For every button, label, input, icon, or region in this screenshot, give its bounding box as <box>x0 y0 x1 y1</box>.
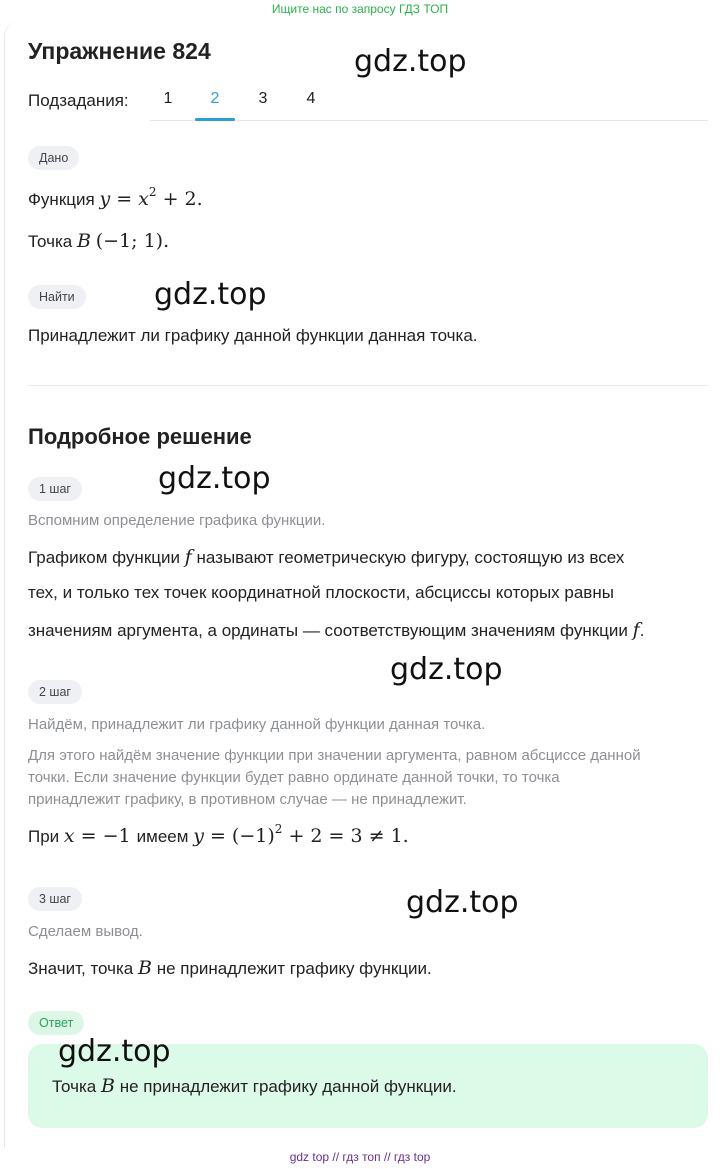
given-point-name: B <box>77 230 91 252</box>
step-2-calc-x: x <box>63 825 75 847</box>
given-function-y: y <box>99 188 111 210</box>
step-2-calc-y: y <box>193 825 204 847</box>
exercise-title: Упражнение 824 <box>28 38 211 64</box>
step-3-concl-a: Значит, точка <box>28 959 134 978</box>
step-2-calc-eq1: = −1 <box>74 825 137 847</box>
section-divider <box>28 385 708 386</box>
watermark: gdz.top <box>390 652 503 687</box>
step-3-chip: 3 шаг <box>28 887 82 911</box>
step-2-calc-mid: имеем <box>136 827 189 846</box>
answer-text-a: Точка <box>52 1077 97 1096</box>
tab-subtask-1[interactable]: 1 <box>163 90 173 107</box>
tab-subtask-4[interactable]: 4 <box>306 90 316 107</box>
solution-title: Подробное решение <box>28 424 252 449</box>
step-3-conclusion <box>28 957 432 979</box>
step-2-calc-eq2: = (−1) <box>203 825 275 847</box>
step-3-hint: Сделаем вывод. <box>28 923 143 940</box>
given-function-x: x <box>138 188 149 210</box>
answer-chip: Ответ <box>28 1011 84 1035</box>
given-chip: Дано <box>28 146 79 170</box>
given-point-prefix: Точка <box>28 232 73 251</box>
step-2-hint-2-line-1: Для этого найдём значение функции при значении аргумента, равном абсциссе данной <box>28 747 641 764</box>
given-function-tail: + 2. <box>156 188 203 210</box>
step-3-concl-c: не принадлежит графику функции. <box>156 959 432 978</box>
given-point <box>28 230 169 252</box>
step-1-chip: 1 шаг <box>28 477 82 501</box>
step-1-line-1-b: называют геометрическую фигуру, состоящую из всех <box>196 548 625 567</box>
watermark: gdz.top <box>158 461 271 496</box>
active-tab-indicator <box>195 118 235 121</box>
answer-text-b: B <box>101 1075 115 1097</box>
step-1-line-3-b: . <box>639 621 645 640</box>
step-1-f-end: f <box>632 619 640 641</box>
watermark: gdz.top <box>154 277 267 312</box>
subtasks-label: Подзадания: <box>28 91 129 110</box>
given-point-coords: (−1; 1). <box>95 230 170 252</box>
step-1-hint: Вспомним определение графика функции. <box>28 512 326 529</box>
watermark: gdz.top <box>406 885 519 920</box>
step-1-line-1-a: Графиком функции <box>28 548 180 567</box>
given-function-exponent: 2 <box>148 185 157 199</box>
find-chip: Найти <box>28 285 86 309</box>
step-2-calc-prefix: При <box>28 827 60 846</box>
step-1-line-2: тех, и только тех точек координатной плоскости, абсциссы которых равны <box>28 583 614 602</box>
find-text: Принадлежит ли графику данной функции данная точка. <box>28 326 478 345</box>
answer-text-c: не принадлежит графику данной функции. <box>119 1077 457 1096</box>
step-2-hint: Найдём, принадлежит ли графику данной функции данная точка. <box>28 716 486 733</box>
tab-subtask-3[interactable]: 3 <box>258 90 268 107</box>
step-2-hint-2-line-3: принадлежит графику, в противном случае — не принадлежит. <box>28 791 467 808</box>
tab-subtask-2[interactable]: 2 <box>210 90 220 107</box>
answer-text <box>52 1075 457 1097</box>
step-1-line-1 <box>28 546 624 568</box>
step-3-concl-b: B <box>137 957 152 979</box>
step-1-line-3-a: значениям аргумента, а ординаты — соответствующим значениям функции <box>28 621 628 640</box>
search-banner: Ищите нас по запросу ГДЗ ТОП <box>271 2 449 16</box>
watermark: gdz.top <box>58 1034 171 1069</box>
given-function-prefix: Функция <box>28 190 95 209</box>
step-2-calc-tail: + 2 = 3 ≠ 1. <box>282 825 409 847</box>
step-2-calculation <box>28 822 409 847</box>
step-2-hint-2-line-2: точки. Если значение функции будет равно ординате данной точки, то точка <box>28 769 560 786</box>
given-function <box>28 185 203 210</box>
step-1-line-3 <box>28 619 644 641</box>
given-function-eq: = <box>110 188 139 210</box>
watermark: gdz.top <box>354 44 467 79</box>
footer-links: gdz top // гдз топ // гдз top <box>289 1150 431 1164</box>
step-2-chip: 2 шаг <box>28 680 82 704</box>
step-1-f: f <box>184 546 192 568</box>
step-2-calc-exponent: 2 <box>274 822 283 836</box>
